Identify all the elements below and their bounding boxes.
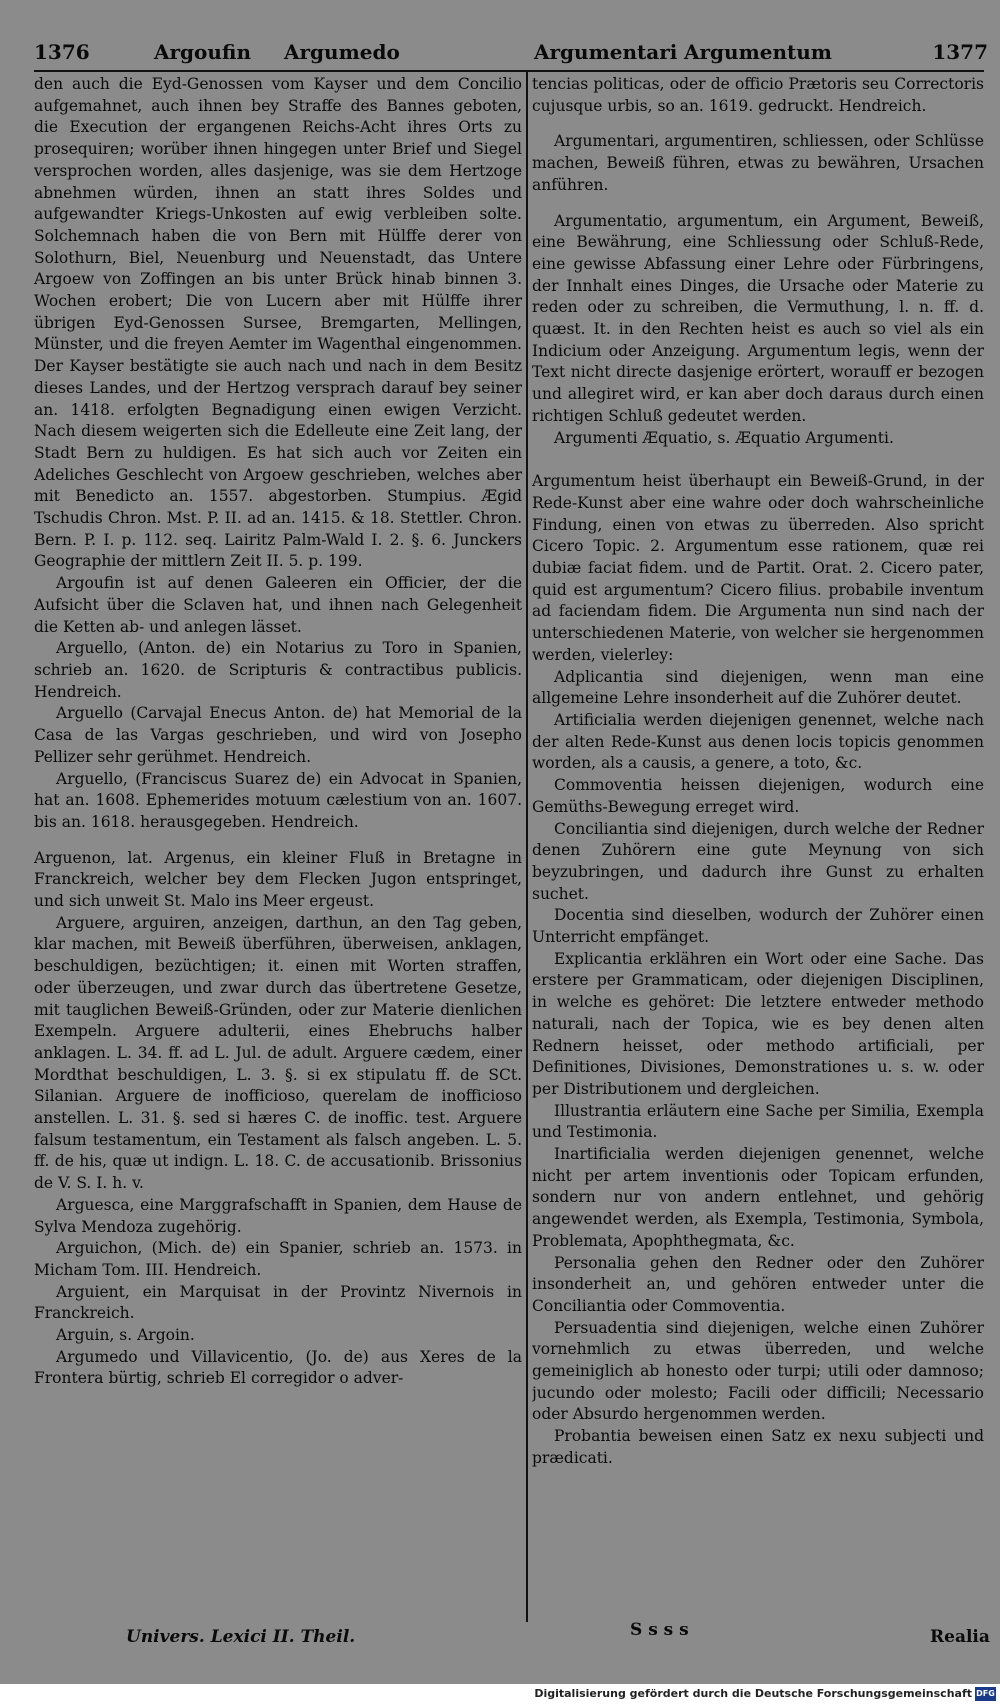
entry-paragraph: Argumedo und Villavicentio, (Jo. de) aus Xeres de la Frontera bürtig, schrieb El corregidor o adver- — [34, 1347, 522, 1388]
entry-paragraph: Arguient, ein Marquisat in der Provintz Nivernois in Franckreich. — [34, 1282, 522, 1323]
right-column — [532, 74, 984, 1594]
entry-paragraph: Arguesca, eine Marggrafschafft in Spanien, dem Hause de Sylva Mendoza zugehörig. — [34, 1195, 522, 1236]
page-header — [34, 36, 988, 72]
entry-paragraph: Arguenon, lat. Argenus, ein kleiner Fluß in Bretagne in Franckreich, welcher bey dem Flecken Jugon entspringet, und sich unweit St. Malo ins Meer ergeust. — [34, 848, 522, 911]
footer-volume: Univers. Lexici II. Theil. — [126, 1627, 356, 1647]
entry-paragraph: Arguichon, (Mich. de) ein Spanier, schrieb an. 1573. in Micham Tom. III. Hendreich. — [34, 1239, 522, 1279]
entry-paragraph: Adplicantia sind diejenigen, wenn man eine allgemeine Lehre insonderheit auf die Zuhörer deutet. — [532, 667, 984, 708]
paragraph-gap — [532, 449, 984, 471]
header-rule — [34, 70, 984, 72]
entry-paragraph: Conciliantia sind diejenigen, durch welche der Redner denen Zuhörern eine gute Meynung von sich beyzubringen, und dadurch ihre Gunst zu erhalten suchet. — [532, 819, 984, 903]
entry-paragraph: den auch die Eyd-Genossen vom Kayser und dem Concilio aufgemahnet, auch ihnen bey Straffe des Bannes geboten, die Execution der ergangenen Reichs-Acht ihres Orts zu prosequiren; worüber ihnen hingegen unter Brief und Siegel versprochen worden, alles dasjenige, was sie dem Hertzoge abnehmen würden, ihnen an statt ihres Soldes und aufgewandter Kriegs-Unkosten auf ewig verbleiben solte. Solchemnach haben die von Bern mit Hülffe derer von Solothurn, Biel, Neuenburg und Neuenstadt, das Untere Argoew von Zoffingen an bis unter Brück hinab binnen 3. Wochen erobert; Die von Lucern aber mit Hülffe ihrer übrigen Eyd-Genossen Sursee, Bremgarten, Mellingen, Münster, und die freyen Aemter im Wagenthal eingenommen. Der Kayser bestätigte sie auch nach und nach in dem Besitz dieses Landes, und der Hertzog versprach darauf bey seiner an. 1418. erfolgten Begnadigung einen ewigen Verzicht. Nach diesem weigerten sich die Edelleute eine Zeit lang, der Stadt Bern zu huldigen. Es hat sich auch vor Zeiten ein Adeliches Geschlecht von Argoew geschrieben, welches aber mit Benedicto an. 1557. abgestorben. Stumpius. Ægid Tschudis Chron. Mst. P. II. ad an. 1415. & 18. Stettler. Chron. Bern. P. I. p. 112. seq. Lairitz Palm-Wald I. 2. §. 6. Junckers Geographie der mittlern Zeit II. 5. p. 199. — [34, 75, 522, 571]
entry-paragraph: Persuadentia sind diejenigen, welche einen Zuhörer vornehmlich zu etwas überreden, und welche gemeiniglich ab honesto oder turpi; utili oder damnoso; jucundo oder molesto; Facili oder difficili; Necessario oder Absurdo hergenommen werden. — [532, 1318, 984, 1424]
paragraph-gap — [532, 197, 984, 211]
entry-paragraph: Explicantia erklähren ein Wort oder eine Sache. Das erstere per Grammaticam, oder diejenigen Disciplinen, in welche es gehöret: Die letztere entweder methodo naturali, nach der Topica, wie es bey denen alten Rednern heisset, oder methodo artificiali, per Definitiones, Divisiones, Demonstrationes u. s. w. oder per Distributionem und dergleichen. — [532, 949, 984, 1098]
entry-paragraph: Argumentum heist überhaupt ein Beweiß-Grund, in der Rede-Kunst aber eine wahre oder doch wahrscheinliche Findung, einen von etwas zu überreden. Also spricht Cicero Topic. 2. Argumentum esse rationem, quæ rei dubiæ faciat fidem. und de Partit. Orat. 2. Cicero pater, quid est argumentum? Cicero filius. probabile inventum ad faciendam fidem. Die Argumenta nun sind nach der unterschiedenen Materie, von welcher sie hergenommen werden, vielerley: — [532, 472, 984, 664]
entry-paragraph: Personalia gehen den Redner oder den Zuhörer insonderheit an, und gehören entweder unter die Conciliantia oder Commoventia. — [532, 1253, 984, 1315]
entry-paragraph: Argumenti Æquatio, s. Æquatio Argumenti. — [554, 428, 894, 447]
running-head-2: Argumedo — [284, 40, 400, 64]
entry-paragraph: Argoufin ist auf denen Galeeren ein Officier, der die Aufsicht über die Sclaven hat, und ihnen nach Gelegenheit die Ketten ab- und anlegen lässet. — [34, 574, 522, 636]
entry-paragraph: tencias politicas, oder de officio Prætoris seu Correctoris cujusque urbis, so an. 1619. gedruckt. Hendreich. — [532, 75, 984, 115]
column-divider — [526, 72, 528, 1622]
entry-paragraph: Arguere, arguiren, anzeigen, darthun, an den Tag geben, klar machen, mit Beweiß überführen, überweisen, anklagen, beschuldigen, bezüchtigen; it. einen mit Worten straffen, oder überzeugen, und zwar durch das übertretene Gesetze, mit tauglichen Beweiß-Gründen, oder zur Materie dienlichen Exempeln. Arguere adulterii, eines Ehebruchs halber anklagen. L. 34. ff. ad L. Jul. de adult. Arguere cædem, einer Mordthat beschuldigen, L. 3. §. si ex stipulatu ff. de SCt. Silanian. Arguere de inofficioso, querelam de inofficioso anstellen. L. 31. §. sed si hæres C. de inoffic. test. Arguere falsum testamentum, ein Testament als falsch angeben. L. 5. ff. de his, quæ ut indign. L. 18. C. de accusationib. Brissonius de V. S. I. h. v. — [34, 913, 522, 1193]
entry-paragraph: Arguello, (Anton. de) ein Notarius zu Toro in Spanien, schrieb an. 1620. de Scripturis & contractibus publicis. Hendreich. — [34, 639, 522, 701]
entry-paragraph: Illustrantia erläutern eine Sache per Similia, Exempla und Testimonia. — [532, 1101, 984, 1142]
page-number-right: 1377 — [932, 40, 988, 64]
paragraph-gap — [532, 117, 984, 131]
entry-paragraph: Inartificialia werden diejenigen genennet, welche nicht per artem inventionis oder Topicam erfunden, sondern nur von andern entlehnet, und gehörig angewendet werden, als Exempla, Testimonia, Symbola, Problemata, Apophthegmata, &c. — [532, 1145, 984, 1250]
entry-paragraph: Arguin, s. Argoin. — [56, 1326, 195, 1345]
left-column — [34, 74, 522, 1594]
digitization-strip — [0, 1684, 1000, 1705]
running-head-3: Argumentari — [534, 40, 678, 64]
footer-catchword: Realia — [930, 1627, 990, 1647]
entry-paragraph: Arguello (Carvajal Enecus Anton. de) hat Memorial de la Casa de las Vargas geschrieben, und wird von Josepho Pellizer sehr gerühmet. Hendreich. — [34, 704, 522, 766]
footer-signature: S s s s — [630, 1620, 689, 1640]
entry-paragraph: Probantia beweisen einen Satz ex nexu subjecti und prædicati. — [532, 1427, 984, 1467]
running-head-1: Argoufin — [154, 40, 252, 64]
entry-paragraph: Argumentari, argumentiren, schliessen, oder Schlüsse machen, Beweiß führen, etwas zu bewähren, Ursachen anführen. — [532, 132, 984, 194]
entry-paragraph: Artificialia werden diejenigen genennet, welche nach der alten Rede-Kunst aus denen locis topicis genommen worden, als a causis, a genere, a toto, &c. — [532, 710, 984, 773]
paragraph-gap — [34, 834, 522, 848]
entry-paragraph: Docentia sind dieselben, wodurch der Zuhörer einen Unterricht empfänget. — [532, 906, 984, 947]
entry-paragraph: Arguello, (Franciscus Suarez de) ein Advocat in Spanien, hat an. 1608. Ephemerides motuum cælestium von an. 1607. bis an. 1618. herausgegeben. Hendreich. — [34, 769, 522, 831]
dfg-logo: DFG — [975, 1687, 996, 1701]
entry-paragraph: Commoventia heissen diejenigen, wodurch eine Gemüths-Bewegung erreget wird. — [532, 776, 984, 816]
page-number-left: 1376 — [34, 40, 90, 64]
running-head-4: Argumentum — [684, 40, 832, 64]
entry-paragraph: Argumentatio, argumentum, ein Argument, Beweiß, eine Bewährung, eine Schliessung oder Schluß-Rede, eine gewisse Abfassung einer Lehre oder Fürbringens, der Innhalt eines Dinges, die Ursache oder Materie zu reden oder zu schreiben, die Vermuthung, l. n. ff. d. quæst. It. in den Rechten heist es auch so viel als ein Indicium oder Anzeigung. Argumentum legis, wenn der Text nicht directe dasjenige erörtert, worauff er bezogen und allegiret wird, er kan aber doch daraus durch einen richtigen Schluß gedeutet werden. — [532, 211, 984, 425]
funding-notice: Digitalisierung gefördert durch die Deutsche Forschungsgemeinschaft — [534, 1687, 972, 1700]
